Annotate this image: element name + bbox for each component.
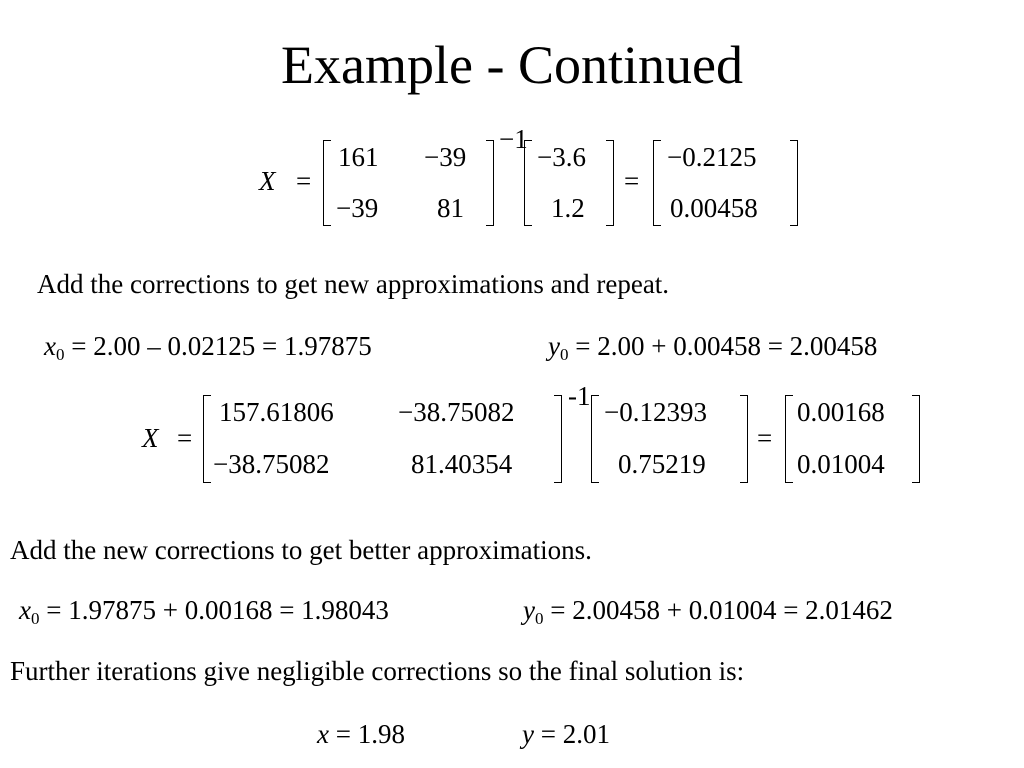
- eq2-result-cell: 0.01004: [797, 449, 885, 479]
- eq1-vector-right-bracket: [606, 140, 614, 226]
- eq1-matrix-cell: 161: [338, 142, 379, 172]
- eq1-inverse-exponent: −1: [499, 124, 528, 154]
- eq2-vector-cell: 0.75219: [618, 449, 706, 479]
- eq2-vector-right-bracket: [740, 395, 748, 483]
- y-subscript: 0: [559, 345, 569, 364]
- y0-update-1: [548, 330, 877, 362]
- eq1-vector-cell: −3.6: [537, 142, 586, 172]
- x-expression: = 2.00 – 0.02125 = 1.97875: [64, 331, 372, 361]
- eq1-matrix-cell: −39: [336, 193, 379, 223]
- eq2-matrix-cell: −38.75082: [213, 449, 330, 479]
- x-value: = 1.98: [328, 719, 405, 749]
- x-expression: = 1.97875 + 0.00168 = 1.98043: [39, 595, 389, 625]
- eq2-matrix-cell: −38.75082: [398, 397, 515, 427]
- slide-title: Example - Continued: [281, 35, 743, 95]
- eq2-matrix-cell: 81.40354: [411, 449, 513, 479]
- eq1-result-cell: −0.2125: [667, 142, 757, 172]
- y-expression: = 2.00 + 0.00458 = 2.00458: [568, 331, 878, 361]
- eq1-matrix-left-bracket: [323, 140, 331, 226]
- y-subscript: 0: [534, 609, 544, 628]
- eq2-vector-left-bracket: [591, 395, 599, 483]
- x0-update-1: [44, 330, 372, 362]
- eq1-matrix-right-bracket: [486, 140, 494, 226]
- x-subscript: 0: [30, 609, 40, 628]
- eq1-vector-left-bracket: [524, 140, 532, 226]
- eq2-result-right-bracket: [912, 395, 920, 483]
- y-variable: y: [523, 595, 535, 625]
- eq2-inverse-exponent: -1: [568, 381, 591, 411]
- x-variable: x: [317, 719, 329, 749]
- eq1-result-cell: 0.00458: [670, 193, 758, 223]
- eq2-result-left-bracket: [785, 395, 793, 483]
- eq1-equals: =: [296, 166, 312, 196]
- final-x: [317, 718, 405, 750]
- eq2-result-cell: 0.00168: [797, 397, 885, 427]
- instruction-text-1: Add the corrections to get new approximations and repeat.: [37, 269, 670, 299]
- eq1-equals-2: =: [624, 166, 640, 196]
- eq2-matrix-right-bracket: [554, 395, 562, 483]
- eq1-result-left-bracket: [653, 140, 661, 226]
- x-variable: x: [19, 595, 31, 625]
- eq2-vector-cell: −0.12393: [604, 397, 707, 427]
- instruction-text-2: Add the new corrections to get better approximations.: [10, 535, 592, 565]
- eq1-lhs: X: [259, 166, 276, 196]
- x-variable: x: [44, 331, 56, 361]
- eq2-equals: =: [177, 423, 193, 453]
- x-subscript: 0: [55, 345, 65, 364]
- y-variable: y: [522, 719, 534, 749]
- eq2-equals-2: =: [757, 423, 773, 453]
- eq2-matrix-left-bracket: [203, 395, 211, 483]
- eq2-matrix-cell: 157.61806: [219, 397, 334, 427]
- instruction-text-3: Further iterations give negligible corrections so the final solution is:: [10, 656, 745, 686]
- y-value: = 2.01: [533, 719, 610, 749]
- eq1-result-right-bracket: [790, 140, 798, 226]
- eq1-matrix-cell: −39: [424, 142, 467, 172]
- y-expression: = 2.00458 + 0.01004 = 2.01462: [543, 595, 893, 625]
- eq1-matrix-cell: 81: [437, 193, 464, 223]
- final-y: [522, 718, 610, 750]
- y0-update-2: [523, 594, 893, 626]
- eq1-vector-cell: 1.2: [551, 193, 585, 223]
- x0-update-2: [19, 594, 389, 626]
- eq2-lhs: X: [142, 423, 159, 453]
- y-variable: y: [548, 331, 560, 361]
